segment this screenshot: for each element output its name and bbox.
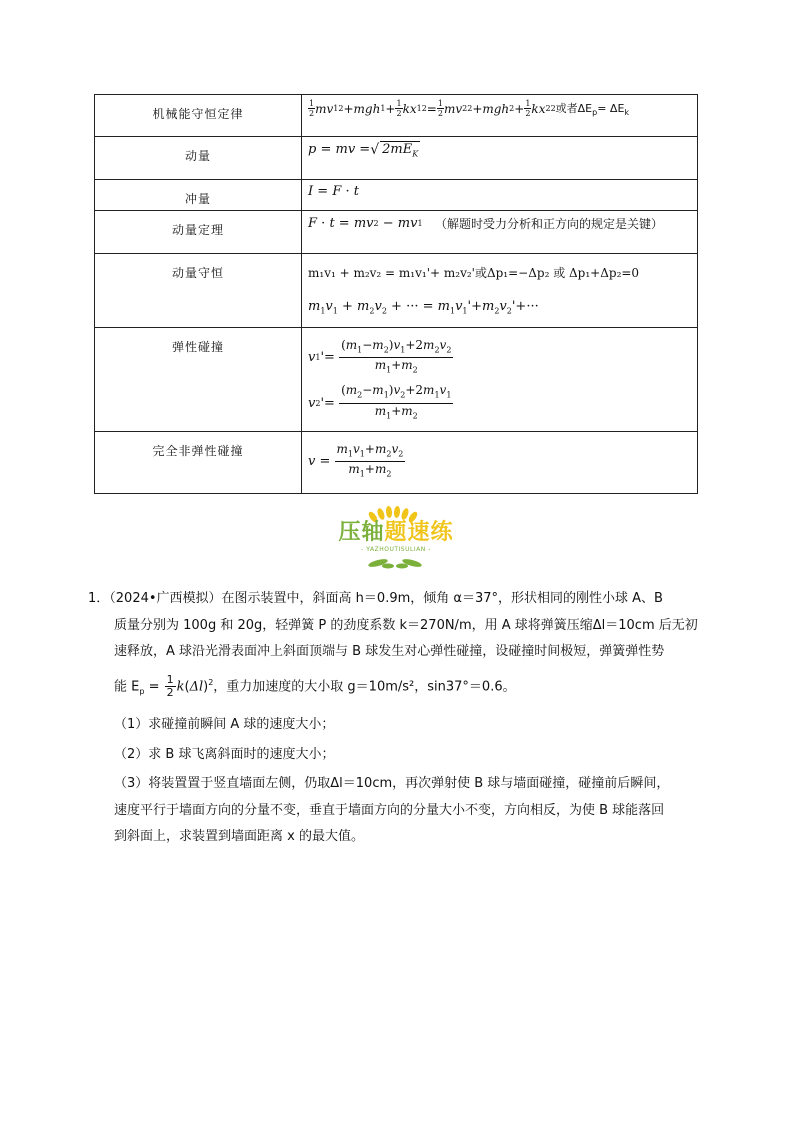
problem-1 xyxy=(88,586,712,851)
problem-line: 质量分别为 100g 和 20g，轻弹簧 P 的劲度系数 k＝270N/m，用 A 球将弹簧压缩Δl＝10cm 后无初 xyxy=(114,617,698,633)
law-name: 冲量 xyxy=(95,180,302,211)
formula-note: （解题时受力分析和正方向的规定是关键） xyxy=(434,217,663,231)
law-name: 动量 xyxy=(95,137,302,180)
problem-line: 1．（2024•广西模拟）在图示装置中，斜面高 h＝0.9m，倾角 α＝37°，形状相同的刚性小球 A、B xyxy=(88,591,663,606)
table-row xyxy=(95,211,698,254)
law-formula: $\frac{1}{2}$ mv 1 2 + mgh 1 + $\frac{1}{2}$ kx 1 2 = $\frac{1}{2}$ mv 2 2 + mgh 2 + $\frac{1}{2}$ kx 2 2 或者$\Delta E_p= \Delta E_k$ xyxy=(302,95,698,137)
law-formula: v 1 '= $\frac{(m_1-m_2)v_1+2m_2v_2}{m_1+m_2}$ v 2 '= $\frac{(m_2-m_1)v_2+2m_1v_1}{m_1+m_2}$ xyxy=(302,327,698,431)
law-name: 动量定理 xyxy=(95,211,302,254)
banner-title-part1: 压轴 xyxy=(338,520,385,545)
problem-source: （2024•广西模拟） xyxy=(109,591,222,606)
law-formula: F · t = mv 2 − mv 1 （解题时受力分析和正方向的规定是关键） xyxy=(302,211,698,254)
law-formula: m₁v₁ + m₂v₂ = m₁v₁'+ m₂v₂'或Δp₁=−Δp₂ 或 Δp₁+Δp₂=0 $m_1v_1 + m_2v_2$ + ··· = $m_1v_1'+m_2v_2'+\cdot\cdot\cdot$ xyxy=(302,254,698,328)
banner-pinyin: - YAZHOUTISULIAN - xyxy=(361,546,431,553)
law-formula: p = mv = √ $2mE_K$ xyxy=(302,137,698,180)
law-formula: I = F · t xyxy=(302,180,698,211)
table-row xyxy=(95,95,698,137)
law-name: 弹性碰撞 xyxy=(95,327,302,431)
problem-line: 能 $E_p$ = $\frac{1}{2}$ $k(\Delta l)^2$，重力加速度的大小取 g＝10m/s²，sin37°＝0.6。 xyxy=(114,672,516,699)
problem-line: 速释放，A 球沿光滑表面冲上斜面顶端与 B 球发生对心弹性碰撞，设碰撞时间极短，弹簧弹性势 xyxy=(114,644,665,659)
problem-line: 到斜面上，求装置到墙面距离 x 的最大值。 xyxy=(114,829,364,845)
momentum-conservation-line: m₁v₁ + m₂v₂ = m₁v₁'+ m₂v₂'或Δp₁=−Δp₂ 或 Δp₁+Δp₂=0 xyxy=(308,266,640,280)
table-row xyxy=(95,180,698,211)
table-row xyxy=(95,327,698,431)
law-formula: v = $\frac{m_1v_1+m_2v_2}{m_1+m_2}$ xyxy=(302,431,698,493)
law-name: 完全非弹性碰撞 xyxy=(95,431,302,493)
question-1: （1）求碰撞前瞬间 A 球的速度大小； xyxy=(114,717,335,733)
problem-line: 速度平行于墙面方向的分量不变，垂直于墙面方向的分量大小不变，方向相反，为使 B 球能落回 xyxy=(114,802,665,818)
banner-title-part2: 题速练 xyxy=(384,520,454,545)
section-banner-logo xyxy=(326,506,466,572)
law-name: 动量守恒 xyxy=(95,254,302,328)
table-row xyxy=(95,431,698,493)
formula-suffix: 或者ΔE xyxy=(555,101,593,115)
question-3: （3）将装置置于竖直墙面左侧，仍取Δl＝10cm，再次弹射使 B 球与墙面碰撞，碰撞前后瞬间， xyxy=(114,776,670,792)
law-name: 机械能守恒定律 xyxy=(95,95,302,137)
table-row xyxy=(95,254,698,328)
fraction-one-half: $\frac{1}{2}$ xyxy=(166,672,174,699)
table-row xyxy=(95,137,698,180)
formula-table xyxy=(94,94,698,494)
problem-number: 1． xyxy=(88,591,110,606)
question-2: （2）求 B 球飞离斜面时的速度大小； xyxy=(114,746,335,762)
